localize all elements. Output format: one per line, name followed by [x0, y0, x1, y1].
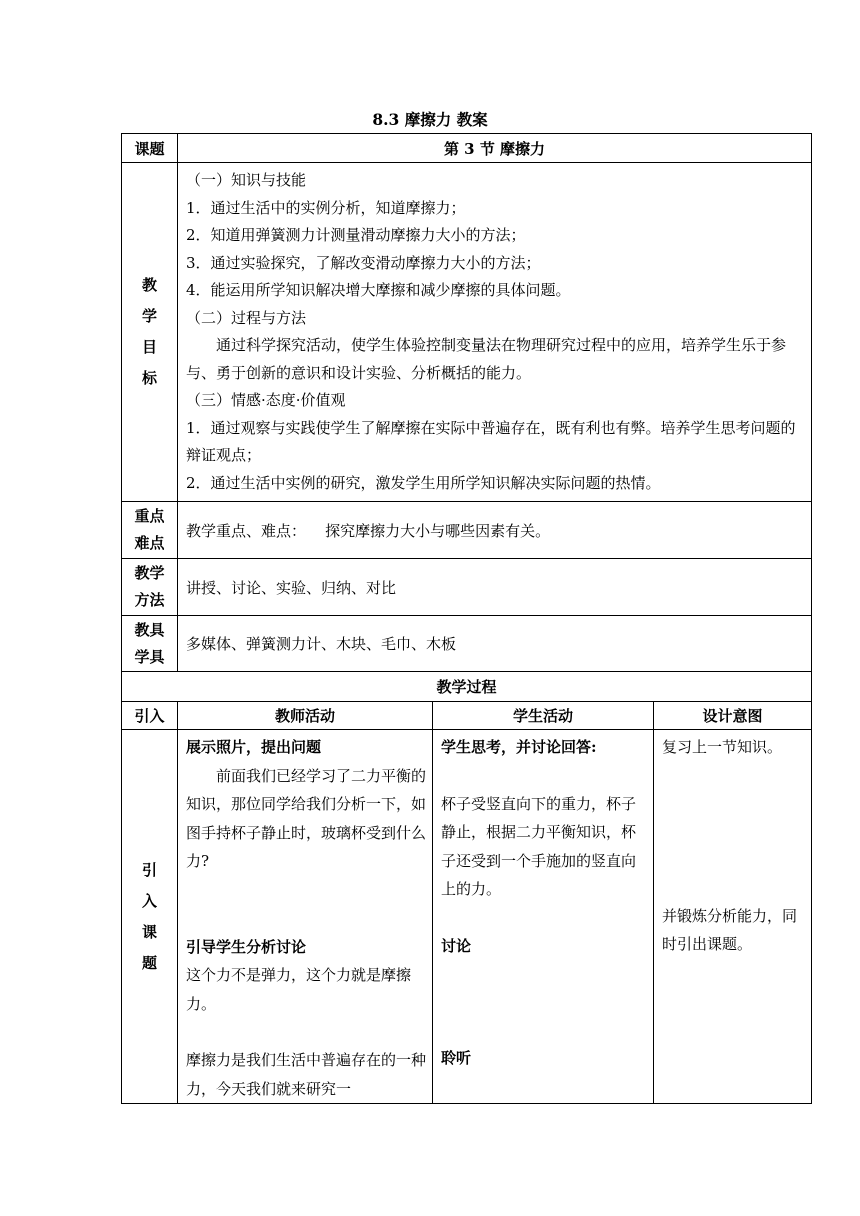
objectives-label: 教 学 目 标	[122, 163, 178, 502]
methods-value: 讲授、讨论、实验、归纳、对比	[178, 559, 812, 616]
methods-row	[122, 559, 812, 616]
teacher-heading-show-photo: 展示照片，提出问题	[186, 738, 322, 756]
objectives-content	[178, 163, 812, 502]
intent-paragraph: 并锻炼分析能力，同时引出课题。	[662, 906, 798, 953]
tools-row	[122, 616, 812, 672]
topic-row	[122, 134, 812, 163]
student-heading-discuss: 讨论	[441, 936, 472, 955]
objective-item: 4．能运用所学知识解决增大摩擦和减少摩擦的具体问题。	[186, 281, 571, 299]
objective-item: 1．通过生活中的实例分析，知道摩擦力；	[186, 198, 466, 217]
header-intro: 引入	[122, 702, 178, 730]
teacher-paragraph: 前面我们已经学习了二力平衡的知识，那位同学给我们分析一下，如图手持杯子静止时，玻璃杯受到什么力?	[186, 766, 427, 870]
intent-paragraph: 复习上一节知识。	[662, 738, 783, 756]
key-points-row	[122, 502, 812, 559]
objectives-row	[122, 163, 812, 502]
topic-value: 第 3 节 摩擦力	[178, 134, 812, 163]
process-title: 教学过程	[122, 672, 812, 702]
tools-label: 教具 学具	[122, 616, 178, 672]
intro-section-label: 引 入 课 题	[122, 730, 178, 1104]
objectives-heading-attitude: （三）情感·态度·价值观	[186, 391, 346, 409]
teacher-paragraph: 摩擦力是我们生活中普遍存在的一种力，今天我们就来研究一	[186, 1051, 427, 1098]
topic-label: 课题	[122, 134, 178, 163]
design-intent-cell	[654, 730, 812, 1104]
process-intro-row	[122, 730, 812, 1104]
teacher-paragraph: 这个力不是弹力，这个力就是摩擦力。	[186, 966, 412, 1013]
student-paragraph: 杯子受竖直向下的重力，杯子静止，根据二力平衡知识，杯子还受到一个手施加的竖直向上的力。	[441, 794, 637, 898]
lesson-plan-table	[121, 133, 812, 1104]
student-activity-cell	[433, 730, 654, 1104]
tools-value: 多媒体、弹簧测力计、木块、毛巾、木板	[178, 616, 812, 672]
objective-item: 2．通过生活中实例的研究，激发学生用所学知识解决实际问题的热情。	[186, 473, 661, 492]
teacher-heading-guide-discussion: 引导学生分析讨论	[186, 937, 307, 956]
objectives-heading-knowledge: （一）知识与技能	[186, 171, 307, 189]
objective-item: 3．通过实验探究，了解改变滑动摩擦力大小的方法；	[186, 253, 541, 272]
objective-item: 2．知道用弹簧测力计测量滑动摩擦力大小的方法；	[186, 226, 526, 244]
objectives-heading-process: （二）过程与方法	[186, 308, 307, 327]
header-design-intent: 设计意图	[654, 702, 812, 730]
objective-process-paragraph: 通过科学探究活动，使学生体验控制变量法在物理研究过程中的应用，培养学生乐于参与、勇于创新的意识和设计实验、分析概括的能力。	[186, 336, 787, 382]
key-points-value: 教学重点、难点： 探究摩擦力大小与哪些因素有关。	[178, 502, 812, 559]
teacher-activity-cell	[178, 730, 433, 1104]
student-heading-listen: 聆听	[441, 1049, 472, 1067]
header-teacher-activity: 教师活动	[178, 702, 433, 730]
key-points-label: 重点 难点	[122, 502, 178, 559]
process-header-row	[122, 702, 812, 730]
student-heading-think: 学生思考，并讨论回答:	[441, 738, 597, 756]
header-student-activity: 学生活动	[433, 702, 654, 730]
process-title-row	[122, 672, 812, 702]
methods-label: 教学 方法	[122, 559, 178, 616]
objective-item: 1．通过观察与实践使学生了解摩擦在实际中普遍存在，既有利也有弊。培养学生思考问题的辩证观点；	[186, 418, 796, 464]
document-title: 8.3 摩擦力 教案	[372, 110, 488, 129]
